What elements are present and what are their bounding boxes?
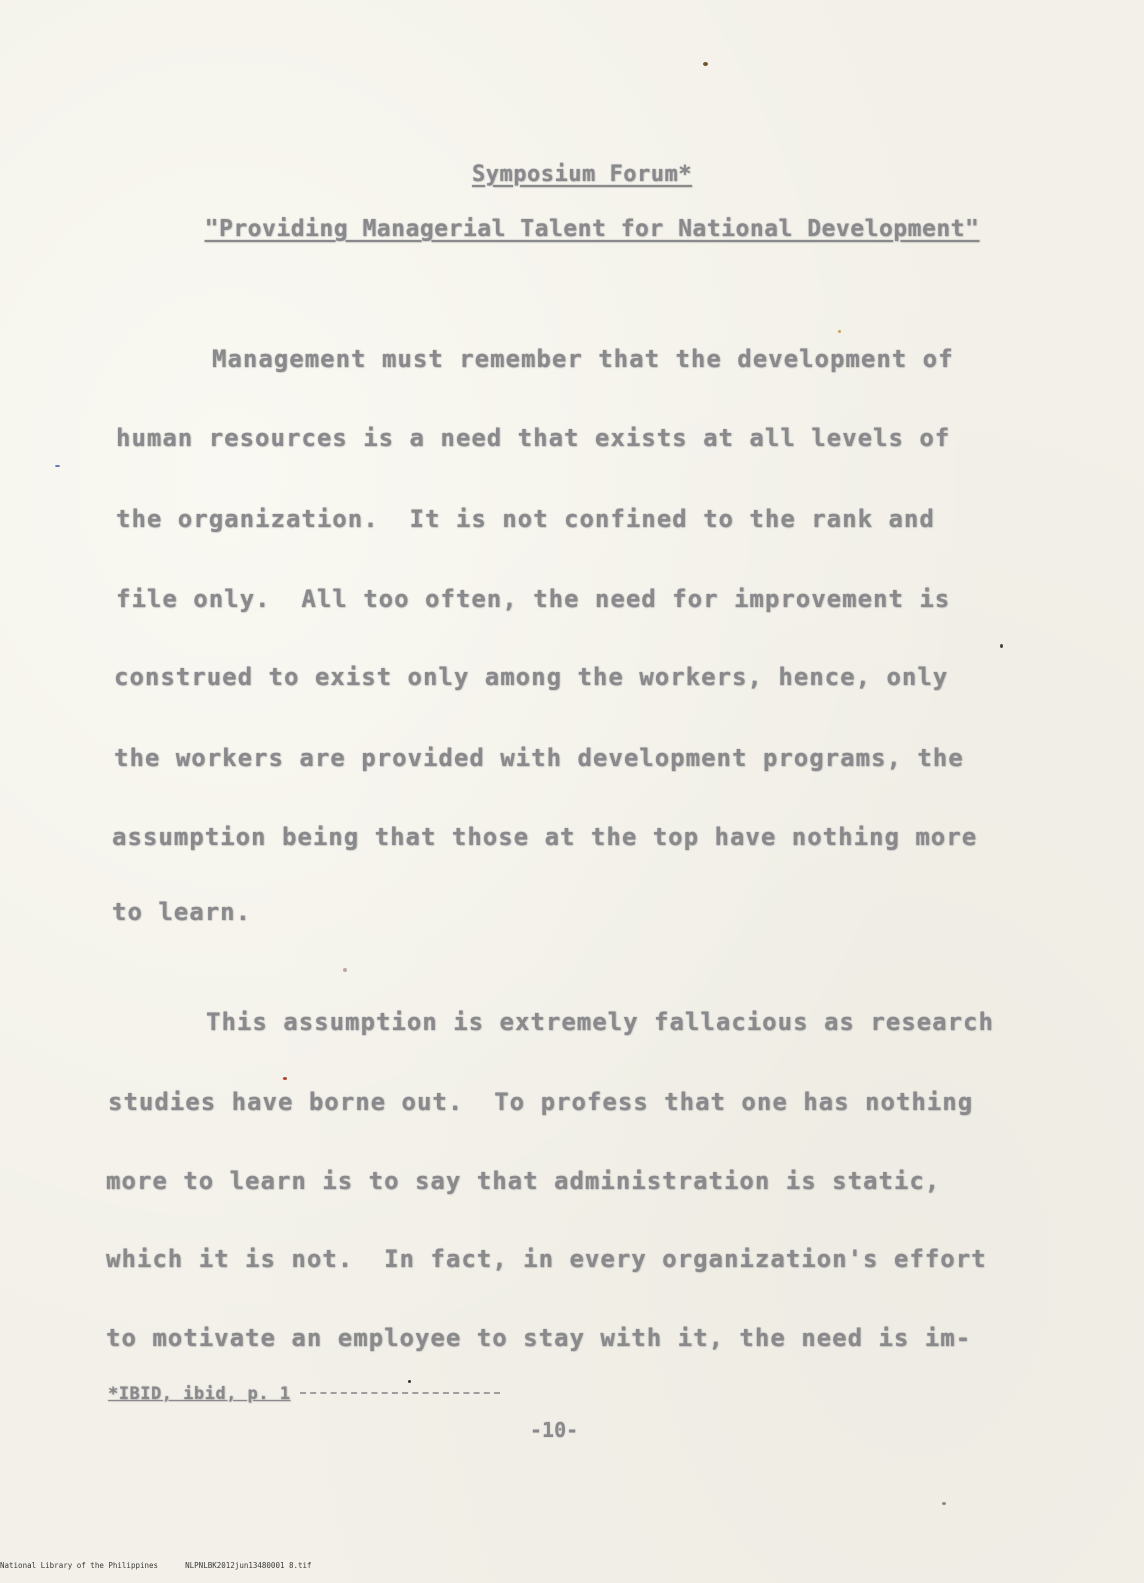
paragraph-1-line-5: construed to exist only among the workers, hence, only <box>114 663 949 691</box>
title-line-2: "Providing Managerial Talent for National Development" <box>204 216 980 242</box>
dust-speck <box>942 1502 946 1505</box>
footnote-rule <box>300 1392 500 1394</box>
footnote: *IBID, ibid, p. 1 <box>108 1384 291 1404</box>
paragraph-1-line-3: the organization. It is not confined to the rank and <box>116 505 935 533</box>
dust-speck <box>283 1077 287 1080</box>
dust-speck <box>55 465 60 467</box>
paragraph-1-line-4: file only. All too often, the need for improvement is <box>116 585 951 613</box>
page-number: -10- <box>530 1418 579 1442</box>
title-line-1: Symposium Forum* <box>472 162 692 187</box>
dust-speck <box>838 330 841 333</box>
dust-speck <box>1000 644 1003 648</box>
paragraph-1-line-2: human resources is a need that exists at all levels of <box>116 424 951 452</box>
paragraph-2-line-2: studies have borne out. To profess that one has nothing <box>108 1088 974 1116</box>
paragraph-1-line-1: Management must remember that the development of <box>212 345 954 373</box>
archive-label: National Library of the Philippines NLPNLBK2012jun13480001 8.tif <box>0 1561 312 1570</box>
paragraph-1-line-8: to learn. <box>112 898 252 926</box>
dust-speck <box>343 968 347 972</box>
paragraph-2-line-3: more to learn is to say that administration is static, <box>106 1167 941 1195</box>
dust-speck <box>408 1380 411 1383</box>
paragraph-2-line-4: which it is not. In fact, in every organization's effort <box>106 1245 987 1273</box>
paragraph-2-line-5: to motivate an employee to stay with it, the need is im- <box>106 1324 972 1352</box>
paragraph-1-line-7: assumption being that those at the top have nothing more <box>112 823 978 851</box>
dust-speck <box>703 62 708 66</box>
paragraph-2-line-1: This assumption is extremely fallacious as research <box>206 1008 994 1036</box>
paragraph-1-line-6: the workers are provided with development programs, the <box>114 744 964 772</box>
